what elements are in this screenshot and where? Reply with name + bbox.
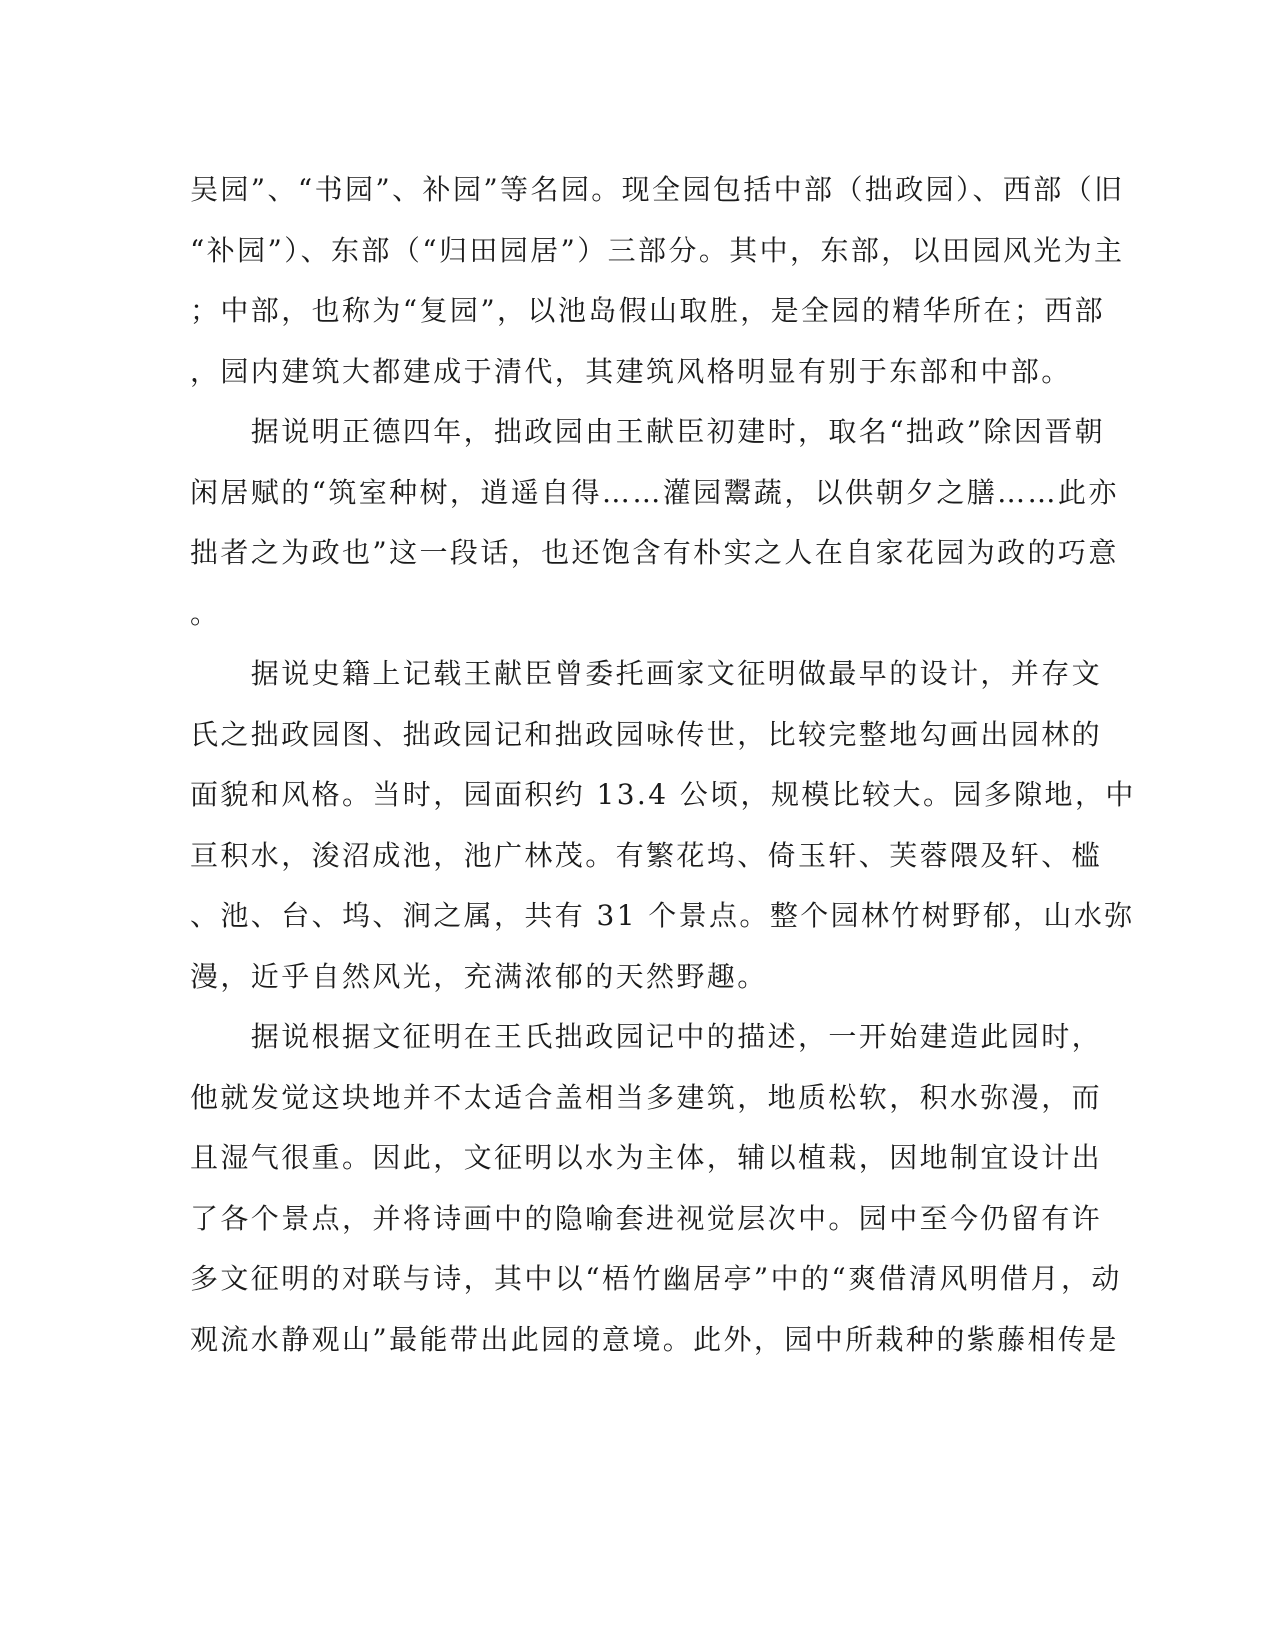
text-line: 据说史籍上记载王献臣曾委托画家文征明做最早的设计，并存文 xyxy=(190,657,1103,690)
text-line: ，园内建筑大都建成于清代，其建筑风格明显有别于东部和中部。 xyxy=(190,354,1072,388)
text-line: 、池、台、坞、涧之属，共有 31 个景点。整个园林竹树野郁，山水弥 xyxy=(190,899,1135,932)
text-line: 闲居赋的“筑室种树，逍遥自得……灌园鬻蔬，以供朝夕之膳……此亦 xyxy=(190,475,1119,509)
text-line: 据说根据文征明在王氏拙政园记中的描述，一开始建造此园时， xyxy=(190,1020,1103,1053)
body-text xyxy=(190,160,1136,1370)
text-line: 据说明正德四年，拙政园由王献臣初建时，取名“拙政”除因晋朝 xyxy=(190,415,1106,448)
text-line: 观流水静观山”最能带出此园的意境。此外，园中所栽种的紫藤相传是 xyxy=(190,1322,1119,1356)
text-line: 多文征明的对联与诗，其中以“梧竹幽居亭”中的“爽借清风明借月，动 xyxy=(190,1262,1122,1295)
text-line: 氏之拙政园图、拙政园记和拙政园咏传世，比较完整地勾画出园林的 xyxy=(190,717,1103,751)
text-line: 吴园”、“书园”、补园”等名园。现全园包括中部（拙政园）、西部（旧 xyxy=(190,173,1125,206)
text-line: 漫，近乎自然风光，充满浓郁的天然野趣。 xyxy=(190,959,768,993)
text-line: 亘积水，浚沼成池，池广林茂。有繁花坞、倚玉轩、芙蓉隈及轩、槛 xyxy=(190,838,1103,872)
text-line: ；中部，也称为“复园”，以池岛假山取胜，是全园的精华所在；西部 xyxy=(190,294,1106,327)
text-line: 他就发觉这块地并不太适合盖相当多建筑，地质松软，积水弥漫，而 xyxy=(190,1080,1103,1114)
text-line: 了各个景点，并将诗画中的隐喻套进视觉层次中。园中至今仍留有许 xyxy=(190,1201,1103,1235)
text-line: 拙者之为政也”这一段话，也还饱含有朴实之人在自家花园为政的巧意 xyxy=(190,536,1119,569)
text-line: 面貌和风格。当时，园面积约 13.4 公顷，规模比较大。园多隙地，中 xyxy=(190,778,1136,811)
text-line: 且湿气很重。因此，文征明以水为主体，辅以植栽，因地制宜设计出 xyxy=(190,1141,1103,1174)
text-line: 。 xyxy=(190,596,221,630)
text-line: “补园”）、东部（“归田园居”）三部分。其中，东部，以田园风光为主 xyxy=(190,233,1125,267)
